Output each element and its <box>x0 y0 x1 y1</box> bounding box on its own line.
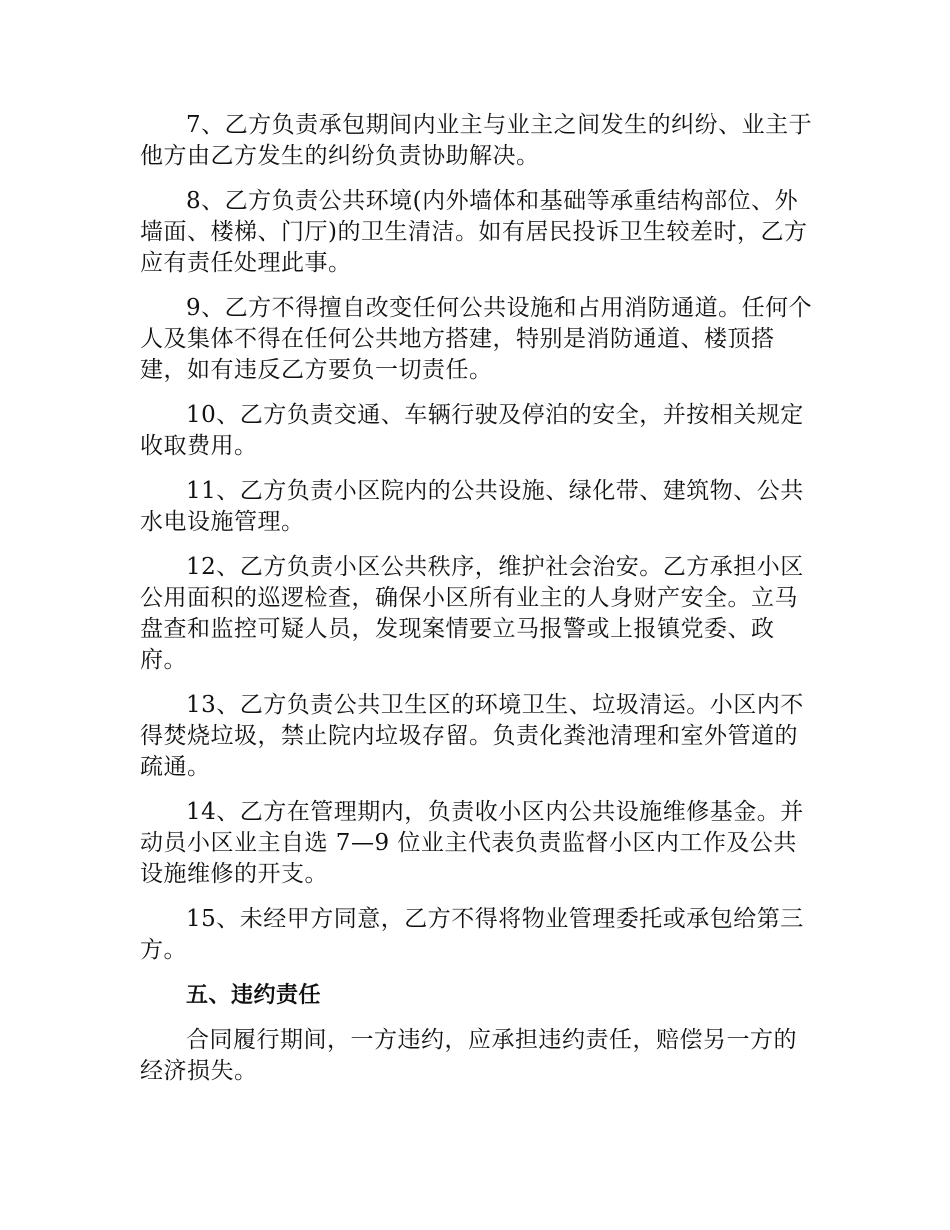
clause-12: 12、乙方负责小区公共秩序，维护社会治安。乙方承担小区公用面积的巡逻检查，确保小区所有业主的人身财产安全。立马盘查和监控可疑人员，发现案情要立马报警或上报镇党委、政府。 <box>140 554 804 673</box>
clause-11: 11、乙方负责小区院内的公共设施、绿化带、建筑物、公共水电设施管理。 <box>140 478 804 535</box>
clause-15: 15、未经甲方同意，乙方不得将物业管理委托或承包给第三方。 <box>140 906 804 963</box>
clause-8: 8、乙方负责公共环境(内外墙体和基础等承重结构部位、外墙面、楼梯、门厅)的卫生清洁。如有居民投诉卫生较差时，乙方应有责任处理此事。 <box>140 188 808 276</box>
document-page <box>140 110 820 1101</box>
section-body-breach-liability: 合同履行期间，一方违约，应承担违约责任，赔偿另一方的经济损失。 <box>140 1027 797 1084</box>
section-heading-breach-liability: 五、违约责任 <box>186 983 322 1008</box>
clause-14: 14、乙方在管理期内，负责收小区内公共设施维修基金。并动员小区业主自选 7—9 位业主代表负责监督小区内工作及公共设施维修的开支。 <box>140 799 804 887</box>
clause-10: 10、乙方负责交通、车辆行驶及停泊的安全，并按相关规定收取费用。 <box>140 402 804 459</box>
clause-9: 9、乙方不得擅自改变任何公共设施和占用消防通道。任何个人及集体不得在任何公共地方搭建，特别是消防通道、楼顶搭建，如有违反乙方要负一切责任。 <box>140 295 813 383</box>
clause-13: 13、乙方负责公共卫生区的环境卫生、垃圾清运。小区内不得焚烧垃圾，禁止院内垃圾存留。负责化粪池清理和室外管道的疏通。 <box>140 692 804 780</box>
clause-7: 7、乙方负责承包期间内业主与业主之间发生的纠纷、业主于他方由乙方发生的纠纷负责协助解决。 <box>140 112 813 169</box>
